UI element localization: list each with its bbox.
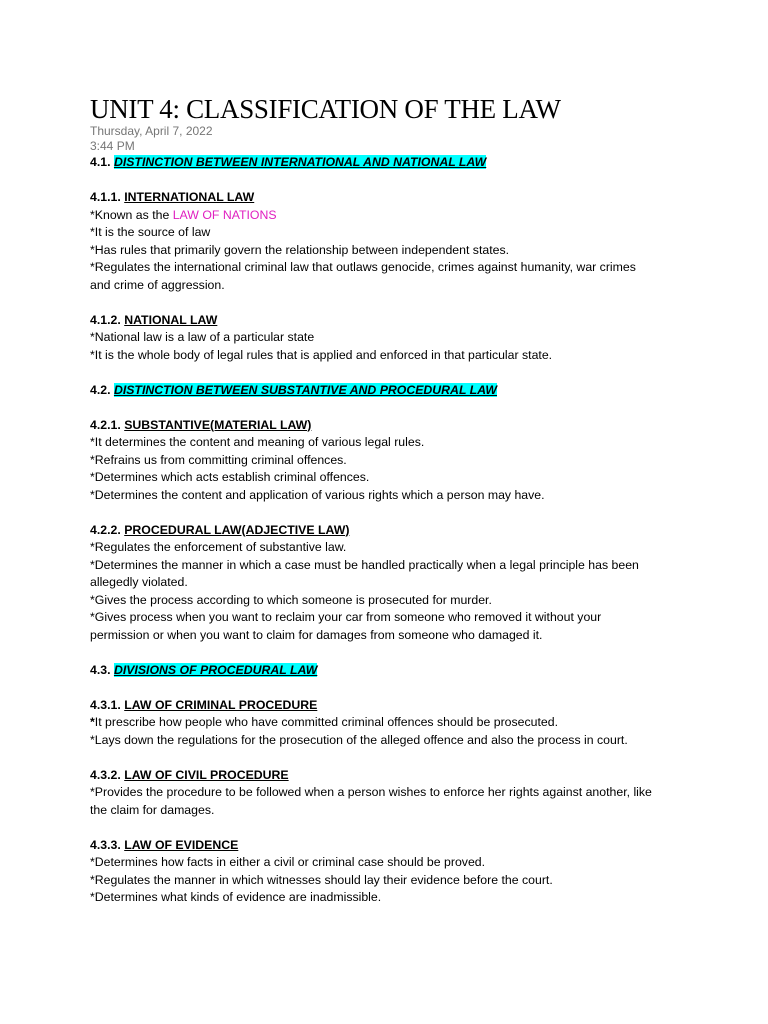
section-heading-4-2	[90, 382, 690, 400]
bullet-line: *National law is a law of a particular state	[90, 330, 315, 344]
subsection-heading-4-2-1	[90, 417, 690, 435]
section-heading-4-3	[90, 662, 690, 680]
note-date: Thursday, April 7, 2022	[90, 124, 213, 138]
subsection-title: LAW OF CRIMINAL PROCEDURE	[124, 697, 318, 712]
subsection-number: 4.2.2.	[90, 522, 121, 537]
bullet-line: *Regulates the enforcement of substantive law.	[90, 540, 347, 554]
bullet-line: *Determines the content and application of various rights which a person may have.	[90, 487, 545, 502]
bullet-line: *Refrains us from committing criminal offences.	[90, 452, 347, 467]
subsection-title: PROCEDURAL LAW(ADJECTIVE LAW)	[124, 522, 350, 537]
bullet-line: *Regulates the manner in which witnesses should lay their evidence before the court.	[90, 872, 553, 887]
section-title: DISTINCTION BETWEEN SUBSTANTIVE AND PROCEDURAL LAW	[113, 382, 497, 397]
subsection-title: NATIONAL LAW	[124, 312, 218, 327]
highlight-text: LAW OF NATIONS	[172, 207, 277, 222]
section-title: DISTINCTION BETWEEN INTERNATIONAL AND NATIONAL LAW	[113, 155, 487, 169]
bullet-line: *Determines what kinds of evidence are inadmissible.	[90, 890, 382, 904]
bullet-line: *It is the whole body of legal rules that is applied and enforced in that particular state.	[90, 347, 553, 362]
subsection-title: SUBSTANTIVE(MATERIAL LAW)	[124, 417, 312, 432]
bullet-line	[90, 207, 690, 225]
note-time: 3:44 PM	[90, 139, 135, 153]
bullet-star: *	[90, 715, 95, 729]
subsection-number: 4.2.1.	[90, 417, 121, 432]
section-heading-4-1	[90, 154, 690, 172]
bullet-text: It prescribe how people who have committed criminal offences should be prosecuted.	[94, 715, 559, 729]
bullet-line: *Provides the procedure to be followed when a person wishes to enforce her rights against another, like	[90, 785, 652, 799]
bullet-line: *Gives process when you want to reclaim your car from someone who removed it without your	[90, 610, 602, 624]
subsection-heading-4-1-1	[90, 189, 690, 207]
section-number: 4.3.	[90, 662, 111, 677]
bullet-line-continued: permission or when you want to claim for damages from someone who damaged it.	[90, 627, 543, 642]
bullet-text: *Known as the	[90, 207, 173, 222]
bullet-line: *Determines how facts in either a civil or criminal case should be proved.	[90, 855, 486, 869]
section-number: 4.1.	[90, 155, 111, 169]
bullet-line: *Determines the manner in which a case must be handled practically when a legal principle has been	[90, 557, 639, 572]
bullet-line-continued: and crime of aggression.	[90, 277, 225, 292]
subsection-heading-4-2-2	[90, 522, 690, 540]
bullet-line: *Determines which acts establish criminal offences.	[90, 470, 370, 484]
bullet-line	[90, 714, 690, 732]
subsection-title: LAW OF EVIDENCE	[124, 837, 239, 852]
subsection-title: LAW OF CIVIL PROCEDURE	[124, 767, 289, 782]
subsection-heading-4-1-2	[90, 312, 690, 330]
subsection-heading-4-3-1	[90, 697, 690, 715]
bullet-line: *Lays down the regulations for the prosecution of the alleged offence and also the process in court.	[90, 732, 628, 747]
section-number: 4.2.	[90, 382, 111, 397]
section-title: DIVISIONS OF PROCEDURAL LAW	[113, 662, 318, 677]
subsection-heading-4-3-3	[90, 837, 690, 855]
subsection-number: 4.3.1.	[90, 697, 121, 712]
bullet-line: *It is the source of law	[90, 225, 211, 239]
bullet-line: *Gives the process according to which someone is prosecuted for murder.	[90, 592, 492, 607]
subsection-number: 4.3.2.	[90, 767, 121, 782]
subsection-number: 4.1.2.	[90, 312, 121, 327]
bullet-line: *Regulates the international criminal law that outlaws genocide, crimes against humanity, war crimes	[90, 260, 636, 274]
note-body	[90, 154, 690, 907]
subsection-heading-4-3-2	[90, 767, 690, 785]
page-title: UNIT 4: CLASSIFICATION OF THE LAW	[90, 94, 561, 124]
subsection-number: 4.3.3.	[90, 837, 121, 852]
bullet-line: *It determines the content and meaning of various legal rules.	[90, 435, 425, 449]
bullet-line-continued: allegedly violated.	[90, 575, 188, 589]
subsection-title: INTERNATIONAL LAW	[124, 190, 255, 204]
subsection-number: 4.1.1.	[90, 190, 121, 204]
bullet-line: *Has rules that primarily govern the relationship between independent states.	[90, 242, 510, 257]
bullet-line-continued: the claim for damages.	[90, 802, 215, 817]
